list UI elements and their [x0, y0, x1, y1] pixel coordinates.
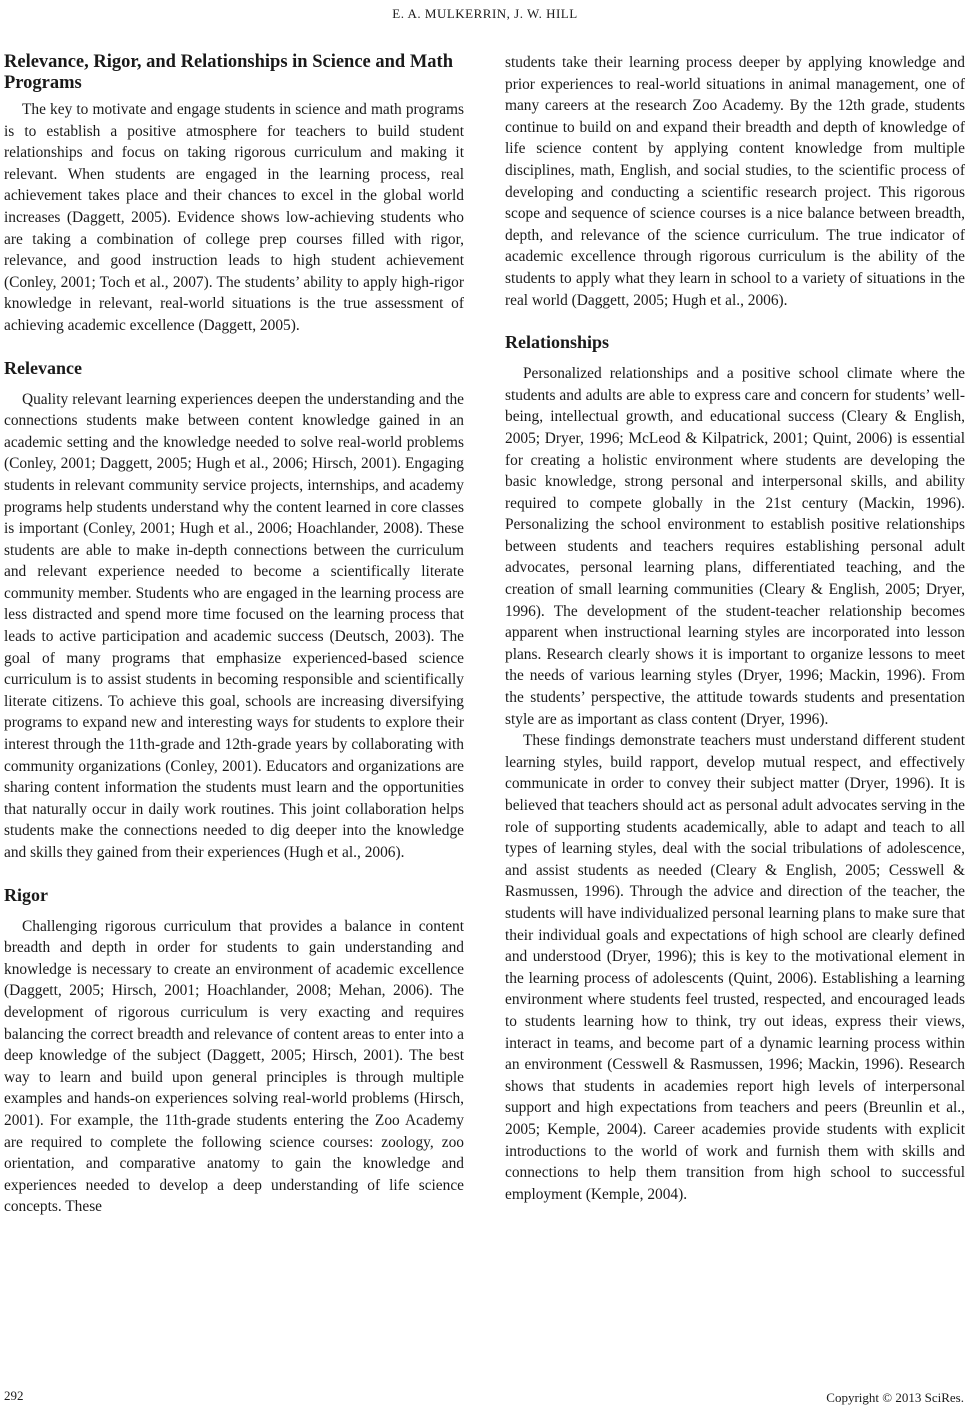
running-head: E. A. MULKERRIN, J. W. HILL — [392, 6, 578, 21]
intro-paragraph: The key to motivate and engage students in science and math programs is to establish a positive atmosphere for teachers to build student relationships and focus on taking rigorous curriculum and making it relevant. When students are engaged in the learning process, real achievement takes place and their chances to excel in the global world increases (Daggett, 2005). Evidence shows low-achieving students who are taking a combination of college prep courses filled with rigor, relevance, and good instruction leads to high student achievement (Conley, 2001; Toch et al., 2007). The students’ ability to apply high-rigor knowledge in relevant, real-world situations is the true assessment of achieving academic excellence (Daggett, 2005). — [4, 101, 464, 334]
relevance-heading: Relevance — [4, 357, 82, 378]
left-column — [4, 52, 464, 1218]
right-column — [505, 52, 965, 1205]
rigor-heading: Rigor — [4, 884, 48, 905]
relevance-paragraph: Quality relevant learning experiences deepen the understanding and the connections students make between content knowledge gained in an academic setting and the knowledge needed to solve real-world problems (Conley, 2001; Daggett, 2005; Hugh et al., 2006; Hirsch, 2001). Engaging students in relevant community service projects, internships, and academy programs help students understand why the content learned in core classes is important (Conley, 2001; Hugh et al., 2006; Hoachlander, 2008). These students are able to make in-depth connections between the curriculum and relevant experience needed to become a scientifically literate community member. Students who are engaged in the learning process are less distracted and spend more time focused on the learning process that leads to active participation and academic success (Deutsch, 2003). The goal of many programs that emphasize experienced-based science curriculum is to assist students in becoming responsible and scientifically literate citizens. To achieve this goal, schools are increasing diversifying programs to expand new and interesting ways for students to explore their interest through the 11th-grade and 12th-grade years by collaborating with community organizations (Conley, 2001). Educators and organizations are sharing content information the students must learn and the opportunities that naturally occur in daily work routines. This joint collaboration helps students make the connections needed to dig deeper into the knowledge and skills they gained from their experiences (Hugh et al., 2006). — [4, 390, 464, 861]
page-number: 292 — [4, 1388, 24, 1403]
rigor-continuation-paragraph: students take their learning process deeper by applying knowledge and prior experiences to real-world situations in animal management, one of many careers at the research Zoo Academy. By the 12th grade, students continue to build on and expand their breadth and depth of knowledge of life science content by applying content knowledge from multiple disciplines, math, English, and social studies, to the scientific process of developing and conducting a scientific research project. This rigorous scope and sequence of science courses is a nice balance between breadth, depth, and relevance of the science curriculum. The true indicator of academic excellence through rigorous curriculum is the ability of the students to apply what they learn in school to a variety of situations in the real world (Daggett, 2005; Hugh et al., 2006). — [505, 54, 965, 309]
relationships-paragraph-2: These findings demonstrate teachers must understand different student learning styles, build rapport, develop mutual respect, and effectively communicate in order to convey their subject matter (Dryer, 1996). It is believed that teachers should act as personal adult advocates serving in the role of supporting students academically, able to adapt and teach to all types of learning styles, deal with the social tribulations of adolescence, and assist students as needed (Cleary & English, 2005; Cesswell & Rasmussen, 1996). Through the advice and direction of the teacher, the students will have individualized personal learning plans to make sure that their individual goals and expectations of high school are clearly defined and understood (Dryer, 1996); this is key to the motivational element in the learning process of adolescents (Quint, 2006). Establishing a learning environment where students feel trusted, respected, and encouraged leads to students learning how to think, try out ideas, express their views, interact in teams, and become part of a dynamic learning process within an environment (Cesswell & Rasmussen, 1996; Mackin, 1996). Research shows that students in academies report high levels of interpersonal support and high expectations from teachers and peers (Breunlin et al., 2005; Kemple, 2004). Career academies provide students with explicit introductions to the world of work and furnish them with skills and connections to help them transition from high school to successful employment (Kemple, 2004). — [505, 732, 965, 1203]
relationships-heading: Relationships — [505, 332, 610, 353]
copyright-notice: Copyright © 2013 SciRes. — [826, 1390, 964, 1405]
section-title: Relevance, Rigor, and Relationships in Science and Math Programs — [4, 52, 453, 93]
relationships-paragraph-1: Personalized relationships and a positive school climate where the students and adults are able to express care and concern for students’ well-being, intellectual growth, and educational success (Cleary & English, 2005; Dryer, 1996; McLeod & Kilpatrick, 2001; Quint, 2006) is essential for creating a holistic environment where students are developing the basic knowledge, strong personal and interpersonal skills, and ability required to compete globally in the 21st century (Mackin, 1996). Personalizing the school environment to establish positive relationships between students and teachers requires establishing personal adult advocates, personal learning plans, differentiated teaching, and the creation of small learning communities (Cleary & English, 2005; Dryer, 1996). The development of the student-teacher relationship becomes apparent when instructional learning styles are incorporated into lesson plans. Research clearly shows it is important to organize lessons to meet the needs of various learning styles (Dryer, 1996; Mackin, 1996). From the students’ perspective, the attitude towards students and presentation style are as important as class content (Dryer, 1996). — [505, 365, 965, 728]
rigor-paragraph: Challenging rigorous curriculum that provides a balance in content breadth and depth in order for students to gain understanding and knowledge is necessary to create an environment of academic excellence (Daggett, 2005; Hirsch, 2001; Hoachlander, 2008; Mehan, 2006). The development of rigorous curriculum is very exacting and requires balancing the correct breadth and relevance of content areas to enter into a deep knowledge of the subject (Daggett, 2005; Hirsch, 2001). The best way to learn and build upon general principles is through multiple examples and hands-on experiences solving real-world problems (Hirsch, 2001). For example, the 11th-grade students entering the Zoo Academy are required to complete the following science courses: zoology, zoo orientation, and comparative anatomy to gain the knowledge and experiences needed to develop a deep understanding of life science concepts. These — [4, 917, 464, 1216]
